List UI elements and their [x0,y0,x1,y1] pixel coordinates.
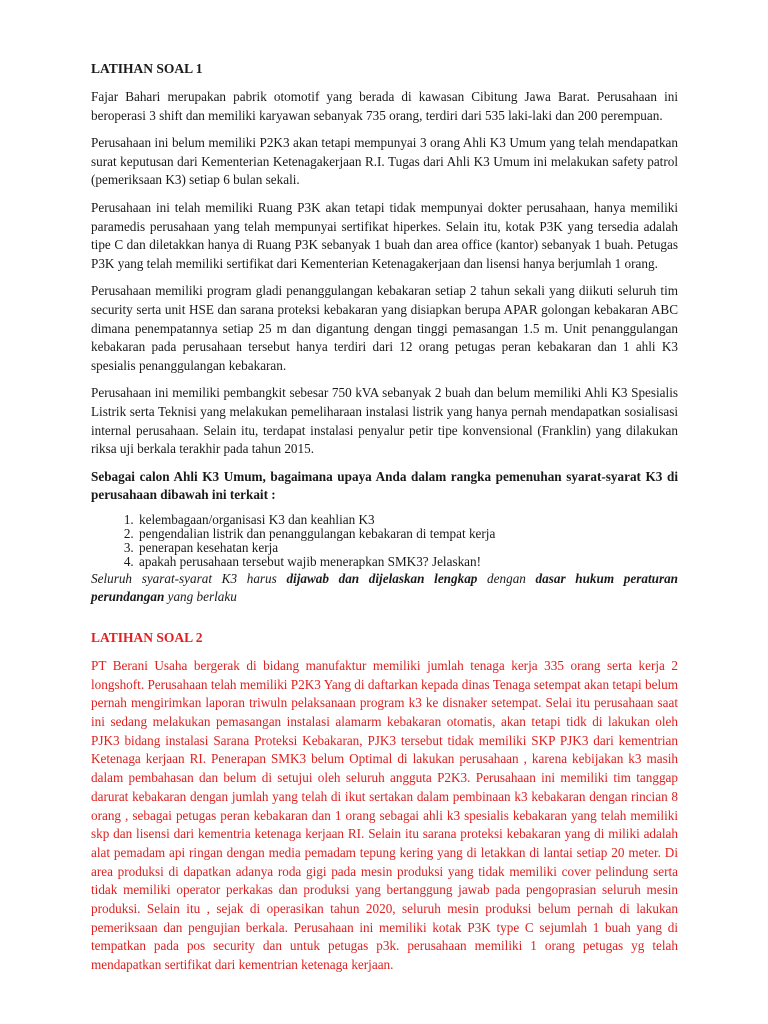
answer-instruction-note [91,570,678,607]
list-item: 3. penerapan kesehatan kerja [137,541,678,555]
paragraph-electrical: Perusahaan ini memiliki pembangkit sebesar 750 kVA sebanyak 2 buah dan belum memiliki Ahli K3 Spesialis Listrik serta Teknisi yang melakukan pemeliharaan instalasi listrik yang hanya pernah mendapatkan sosialisasi internal perusahaan. Selain itu, terdapat instalasi penyalur petir tipe konvensional (Franklin) yang dilakukan riksa uji berkala terakhir pada tahun 2015. [91,385,678,457]
section-latihan-soal-2 [91,629,678,975]
paragraph-fire: Perusahaan memiliki program gladi penanggulangan kebakaran setiap 2 tahun sekali yang diikuti seluruh tim security serta unit HSE dan sarana proteksi kebakaran yang disiapkan berupa APAR golongan kebakaran ABC dimana penempatannya setiap 25 m dan digantung dengan tinggi pemasangan 1.5 m. Unit penanggulangan kebakaran pada perusahaan tersebut hanya terdiri dari 12 orang petugas peran kebakaran dan 1 ahli K3 spesialis penanggulangan kebakaran. [91,283,678,373]
paragraph-company-profile: Fajar Bahari merupakan pabrik otomotif yang berada di kawasan Cibitung Jawa Barat. Perusahaan ini beroperasi 3 shift dan memiliki karyawan sebanyak 735 orang, terdiri dari 535 laki-laki dan 200 perempuan. [91,89,678,123]
question-list [91,513,678,570]
note-text: Seluruh syarat-syarat K3 harus [91,570,287,586]
note-emphasis: dasar hukum peraturan perundangan [91,570,679,605]
list-item: 2. pengendalian listrik dan penanggulangan kebakaran di tempat kerja [137,527,678,541]
paragraph-p3k: Perusahaan ini telah memiliki Ruang P3K akan tetapi tidak mempunyai dokter perusahaan, hanya memiliki paramedis perusahaan yang telah mempunyai sertifikat hiperkes. Selain itu, kotak P3K yang tersedia adalah tipe C dan diletakkan hanya di Ruang P3K sebanyak 1 buah dan area office (kantor) sebanyak 1 buah. Petugas P3K yang telah memiliki sertifikat dari Kementerian Ketenagakerjaan dan lisensi hanya berjumlah 1 orang. [91,199,678,271]
question-text: Sebagai calon Ahli K3 Umum, bagaimana upaya Anda dalam rangka pemenuhan syarat-syarat K3 di perusahaan dibawah ini terkait : [91,468,678,503]
note-emphasis: dijawab dan dijelaskan lengkap [286,570,478,586]
note-text: dengan [477,570,536,586]
list-item: 4. apakah perusahaan tersebut wajib menerapkan SMK3? Jelaskan! [137,555,678,569]
section-latihan-soal-1 [91,60,678,607]
section-title: LATIHAN SOAL 1 [91,61,203,76]
section-title: LATIHAN SOAL 2 [91,629,203,645]
note-text: yang berlaku [164,589,237,605]
paragraph-p2k3: Perusahaan ini belum memiliki P2K3 akan tetapi mempunyai 3 orang Ahli K3 Umum yang telah mendapatkan surat keputusan dari Kementerian Ketenagakerjaan R.I. Tugas dari Ahli K3 Umum ini melakukan safety patrol (pemeriksaan K3) setiap 6 bulan sekali. [91,135,678,188]
paragraph-case-study: PT Berani Usaha bergerak di bidang manufaktur memiliki jumlah tenaga kerja 335 orang serta kerja 2 longshoft. Perusahaan telah memiliki P2K3 Yang di daftarkan kepada dinas Tenaga setempat akan tetapi belum pernah mengirimkan laporan triwuln pelaksanaan program k3 ke disnaker setempat. Selai itu perusahaan saat ini sedang melakukan pemasangan instalasi alamarm kebakaran otomatis, akan tetapi tidk di lakukan oleh PJK3 bidang instalasi Sarana Proteksi Kebakaran, PJK3 tersebut tidak memiliki SKP PJK3 dari kementrian Ketenaga kerjaan RI. Penerapan SMK3 belum Optimal di lakukan perusahaan , karena kebijakan k3 masih dalam pembahasan dan belum di setujui oleh seluruh angguta P2K3. Perusahaan ini memiliki tim tanggap darurat kebakaran dengan jumlah yang telah di ikut sertakan dalam pembinaan k3 kebakaran dengan rincian 8 orang , sebagai petugas peran kebakaran dan 1 orang sebagai ahli k3 spesialis kebakaran yang telah memiliki skp dan lisensi dari kementria ketenaga kerjaan RI. Selain itu sarana proteksi kebakaran yang di miliki adalah alat pemadam api ringan dengan media pemadam tepung kering yang di letakkan di lantai setiap 20 meter. Di area produksi di dapatkan adanya roda gigi pada mesin produksi yang tidak memiliki cover pelindung serta tidak memiliki operator perkakas dan produksi yang bertanggung jawab pada pengoprasian seluruh mesin produksi. Selain itu , sejak di operasikan tahun 2020, seluruh mesin produksi belum pernah di lakukan pemeriksaan dan pengujian berkala. Perusahaan ini memiliki kotak P3K type C sejumlah 1 buah yang di tempatkan pada pos security dan untuk petugas p3k. perusahaan memiliki 1 orang petugas yg telah mendapatkan sertifikat dari kementrian ketenaga kerjaan. [91,657,678,973]
list-item: 1. kelembagaan/organisasi K3 dan keahlian K3 [137,513,678,527]
